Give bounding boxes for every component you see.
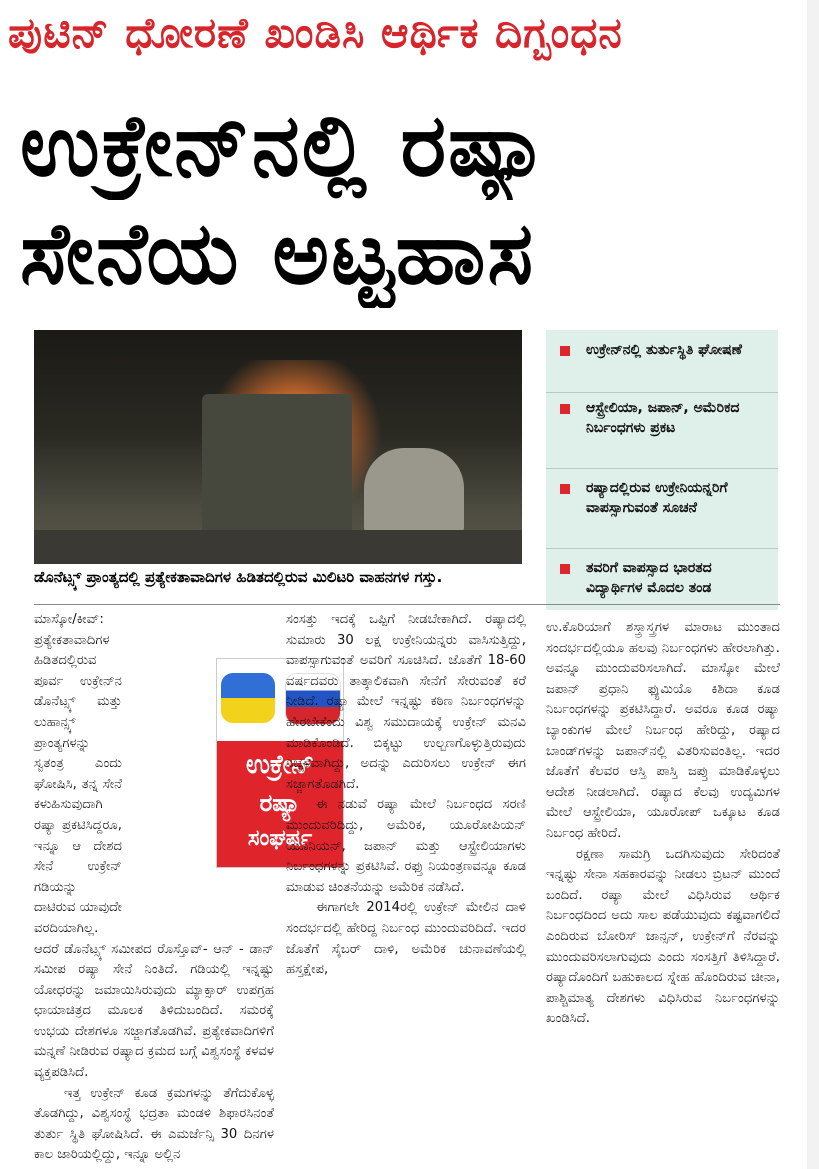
headline-line-2: ಸೇನೆಯ ಅಟ್ಟಹಾಸ (20, 204, 536, 304)
article-column-3 (546, 618, 780, 1030)
paragraph: ರಕ್ಷಣಾ ಸಾಮಗ್ರಿ ಒದಗಿಸುವುದು ಸೇರಿದಂತೆ ಇನ್ನಷ್ಟು ಸೇನಾ ಸಹಕಾರವನ್ನು ನೀಡಲು ಬ್ರಿಟನ್ ಮುಂದೆ ಬಂದಿದೆ. ರಷ್ಯಾ ಮೇಲೆ ವಿಧಿಸಿರುವ ಆರ್ಥಿಕ ನಿರ್ಬಂಧದಿಂದ ಅದು ಸಾಲ ಪಡೆಯುವುದು ಕಷ್ಟವಾಗಲಿದೆ ಎಂದಿರುವ ಬೋರಿಸ್ ಜಾನ್ಸನ್, ಉಕ್ರೇನ್‌ಗೆ ನೆರವನ್ನು ಮುಂದುವರಿಸಲಾಗುವುದು ಎಂದು ಸಂಸತ್ತಿಗೆ ತಿಳಿಸಿದ್ದಾರೆ. ರಷ್ಯಾದೊಂದಿಗೆ ಬಹುಕಾಲದ ಸ್ನೇಹ ಹೊಂದಿರುವ ಚೀನಾ, ಪಾಶ್ಚಿಮಾತ್ಯ ದೇಶಗಳು ವಿಧಿಸಿರುವ ನಿರ್ಬಂಧಗಳನ್ನು ಖಂಡಿಸಿದೆ. (546, 846, 780, 1027)
divider (34, 604, 780, 605)
road (34, 530, 522, 564)
main-headline (20, 92, 780, 308)
paragraph: ಇತ್ತ ಉಕ್ರೇನ್ ಕೂಡ ಕ್ರಮಗಳನ್ನು ತೆಗೆದುಕೊಳ್ಳ ತೊಡಗಿದ್ದು, ವಿಶ್ವಸಂಸ್ಥೆ ಭದ್ರತಾ ಮಂಡಳಿ ಶಿಫಾರಸಿನಂತೆ ತುರ್ತು ಸ್ಥಿತಿ ಘೋಷಿಸಿದೆ. ಈ ಎಮರ್ಜೆನ್ಸಿ 30 ದಿನಗಳ ಕಾಲ ಜಾರಿಯಲ್ಲಿದ್ದು, ಇನ್ನೂ ಅಲ್ಲಿನ (34, 1085, 274, 1163)
highlight-item: ಉಕ್ರೇನ್‌ನಲ್ಲಿ ತುರ್ತುಸ್ಥಿತಿ ಘೋಷಣೆ (546, 338, 778, 393)
highlights-box (546, 330, 778, 610)
paragraph: ಈಗಾಗಲೇ 2014ರಲ್ಲಿ ಉಕ್ರೇನ್ ಮೇಲಿನ ದಾಳಿ ಸಂದರ್ಭದಲ್ಲಿ ಹೇರಿದ್ದ ನಿರ್ಬಂಧ ಮುಂದುವರಿದಿದೆ. ಇದರ ಜೊತೆಗೆ ಸೈಬರ್ ದಾಳಿ, ಅಮೆರಿಕ ಚುನಾವಣೆಯಲ್ಲಿ ಹಸ್ತಕ್ಷೇಪ, (286, 900, 526, 978)
paragraph: ಉ.ಕೊರಿಯಾಗೆ ಶಸ್ತ್ರಾಸ್ತ್ರಗಳ ಮಾರಾಟ ಮುಂತಾದ ಸಂದರ್ಭದಲ್ಲಿಯೂ ಹಲವು ನಿರ್ಬಂಧಗಳು ಹೇರಲಾಗಿತ್ತು. ಅವನ್ನೂ ಮುಂದುವರಿಸಲಾಗಿದೆ. ಮಾಸ್ಕೋ ಮೇಲೆ ಜಪಾನ್ ಪ್ರಧಾನಿ ಫ್ಯುಮಿಯೊ ಕಿಶಿದಾ ಕೂಡ ನಿರ್ಬಂಧಗಳನ್ನು ಪ್ರಕಟಿಸಿದ್ದಾರೆ. ಅವರೂ ಕೂಡ ರಷ್ಯಾ ಬ್ಯಾಂಕುಗಳ ಮೇಲೆ ನಿರ್ಬಂಧ ಹೇರಿದ್ದು, ರಷ್ಯಾದ ಬಾಂಡ್‌ಗಳನ್ನು ಜಪಾನ್‌ನಲ್ಲಿ ವಿತರಿಸುವಂತಿಲ್ಲ. ಇದರ ಜೊತೆಗೆ ಕೆಲವರ ಆಸ್ತಿ ಪಾಸ್ತಿ ಜಪ್ತು ಮಾಡಿಕೊಳ್ಳಲು ಆದೇಶ ನೀಡಲಾಗಿದೆ. ರಷ್ಯಾದ ಕೆಲವು ಉದ್ಯಮಿಗಳ ಮೇಲೆ ಆಸ್ಟ್ರೇಲಿಯಾ, ಯೂರೋಪ್ ಒಕ್ಕೂಟ ಕೂಡ ನಿರ್ಬಂಧ ಹೇರಿದೆ. (546, 620, 780, 841)
badge-label: ಉಕ್ರೇನ್ ರಷ್ಯಾ ಸಂಘರ್ಷ (217, 741, 343, 867)
article-column-2 (286, 610, 526, 981)
highlight-item: ರಷ್ಯಾದಲ್ಲಿರುವ ಉಕ್ರೇನಿಯನ್ನರಿಗೆ ವಾಪಸ್ಸಾಗುವಂತೆ ಸೂಚನೆ (546, 476, 778, 549)
photo-caption: ಡೊನೆಟ್ಸ್ಕ್ ಪ್ರಾಂತ್ಯದಲ್ಲಿ ಪ್ರತ್ಯೇಕತಾವಾದಿಗಳ ಹಿಡಿತದಲ್ಲಿರುವ ಮಿಲಿಟರಿ ವಾಹನಗಳ ಗಸ್ತು. (34, 568, 443, 586)
headline-line-1: ಉಕ್ರೇನ್‌ನಲ್ಲಿ ರಷ್ಯಾ (20, 96, 551, 196)
kicker-headline: ಪುಟಿನ್ ಧೋರಣೆ ಖಂಡಿಸಿ ಆರ್ಥಿಕ ದಿಗ್ಬಂಧನ (8, 8, 623, 57)
ukraine-fist-icon (221, 673, 275, 723)
bullet-square-icon (560, 404, 570, 414)
news-photo (34, 330, 522, 564)
highlight-item: ತವರಿಗೆ ವಾಪಸ್ಸಾದ ಭಾರತದ ವಿದ್ಯಾರ್ಥಿಗಳ ಮೊದಲ ತಂಡ (546, 556, 778, 606)
paragraph: ಮಾಸ್ಕೋ/ಕೀವ್: ಪ್ರತ್ಯೇಕತಾವಾದಿಗಳ ಹಿಡಿತದಲ್ಲಿರುವ ಪೂರ್ವ ಉಕ್ರೇನ್‌ನ ಡೊನೆಟ್ಸ್ಕ್ ಮತ್ತು ಲುಹಾನ್ಸ್ಕ್ ಪ್ರಾಂತ್ಯಗಳನ್ನು ಸ್ವತಂತ್ರ ಎಂದು ಘೋಷಿಸಿ, ತನ್ನ ಸೇನೆ ಕಳುಹಿಸುವುದಾಗಿ ರಷ್ಯಾ ಪ್ರಕಟಿಸಿದ್ದರೂ, ಇನ್ನೂ ಆ ದೇಶದ ಸೇನೆ ಉಕ್ರೇನ್ ಗಡಿಯನ್ನು ದಾಟಿರುವ ಯಾವುದೇ ವರದಿಯಾಗಿಲ್ಲ. ಆದರೆ ಡೊನೆಟ್ಸ್ಕ್ ಸಮೀಪದ ರೊಸ್ತೊವ್- ಆನ್ - ಡಾನ್ ಸಮೀಪ ರಷ್ಯಾ ಸೇನೆ ನಿಂತಿದೆ. ಗಡಿಯಲ್ಲಿ ಇನ್ನಷ್ಟು ಯೋಧರನ್ನು ಜಮಾಯಿಸಿರುವುದು ಮ್ಯಾಕ್ಸಾರ್ ಉಪಗ್ರಹ ಛಾಯಾಚಿತ್ರದ ಮೂಲಕ ತಿಳಿದುಬಂದಿದೆ. ಸಮರಕ್ಕೆ ಉಭಯ ದೇಶಗಳೂ ಸಜ್ಜಾಗತೊಡಗಿವೆ. ಪ್ರತ್ಯೇಕವಾದಿಗಳಿಗೆ ಮನ್ನಣೆ ನೀಡಿರುವ ರಷ್ಯಾದ ಕ್ರಮದ ಬಗ್ಗೆ ವಿಶ್ವಸಂಸ್ಥೆ ಕಳವಳ ವ್ಯಕ್ತಪಡಿಸಿದೆ. (34, 612, 274, 1081)
page-edge (807, 0, 819, 1169)
tanker-truck (364, 448, 464, 532)
paragraph: ಸಂಸತ್ತು ಇದಕ್ಕೆ ಒಪ್ಪಿಗೆ ನೀಡಬೇಕಾಗಿದೆ. ರಷ್ಯಾದಲ್ಲಿ ಸುಮಾರು 30 ಲಕ್ಷ ಉಕ್ರೇನಿಯನ್ನರು ವಾಸಿಸುತ್ತಿದ್ದು, ವಾಪಸ್ಸಾಗುವಂತೆ ಅವರಿಗೆ ಸೂಚಿಸಿದೆ. ಜೊತೆಗೆ 18-60 ವರ್ಷದವರು ತಾತ್ಕಾಲಿಕವಾಗಿ ಸೇನೆಗೆ ಸೇರುವಂತೆ ಕರೆ ನೀಡಿದೆ. ರಷ್ಯಾ ಮೇಲೆ ಇನ್ನಷ್ಟು ಕಠಿಣ ನಿರ್ಬಂಧಗಳನ್ನು ಹೇರಬೇಕೆಂದು ವಿಶ್ವ ಸಮುದಾಯಕ್ಕೆ ಉಕ್ರೇನ್ ಮನವಿ ಮಾಡಿಕೊಂಡಿದೆ. ಬಿಕ್ಕಟ್ಟು ಉಲ್ಬಣಗೊಳ್ಳುತ್ತಿರುವುದು ನಿಚ್ಚಳವಾಗಿದ್ದು, ಅದನ್ನು ಎದುರಿಸಲು ಉಕ್ರೇನ್ ಈಗ ಸಜ್ಜಾಗತೊಡಗಿದೆ. (286, 612, 526, 792)
bullet-square-icon (560, 346, 570, 356)
highlight-item: ಆಸ್ಟ್ರೇಲಿಯಾ, ಜಪಾನ್, ಅಮೆರಿಕದ ನಿರ್ಬಂಧಗಳು ಪ್ರಕಟ (546, 396, 778, 469)
military-truck (202, 394, 352, 534)
paragraph: ಈ ನಡುವೆ ರಷ್ಯಾ ಮೇಲೆ ನಿರ್ಬಂಧದ ಸರಣಿ ಮುಂದುವರಿದಿದ್ದು, ಅಮೆರಿಕ, ಯೂರೋಪಿಯನ್ ಯೂನಿಯನ್, ಜಪಾನ್ ಮತ್ತು ಆಸ್ಟ್ರೇಲಿಯಾಗಳು ನಿರ್ಬಂಧಗಳನ್ನು ಪ್ರಕಟಿಸಿವೆ. ರಫ್ತು ನಿಯಂತ್ರಣವನ್ನೂ ಕೂಡ ಮಾಡುವ ಚಿಂತನೆಯನ್ನು ಅಮೆರಿಕ ನಡೆಸಿದೆ. (286, 797, 526, 895)
bullet-square-icon (560, 564, 570, 574)
bullet-square-icon (560, 484, 570, 494)
